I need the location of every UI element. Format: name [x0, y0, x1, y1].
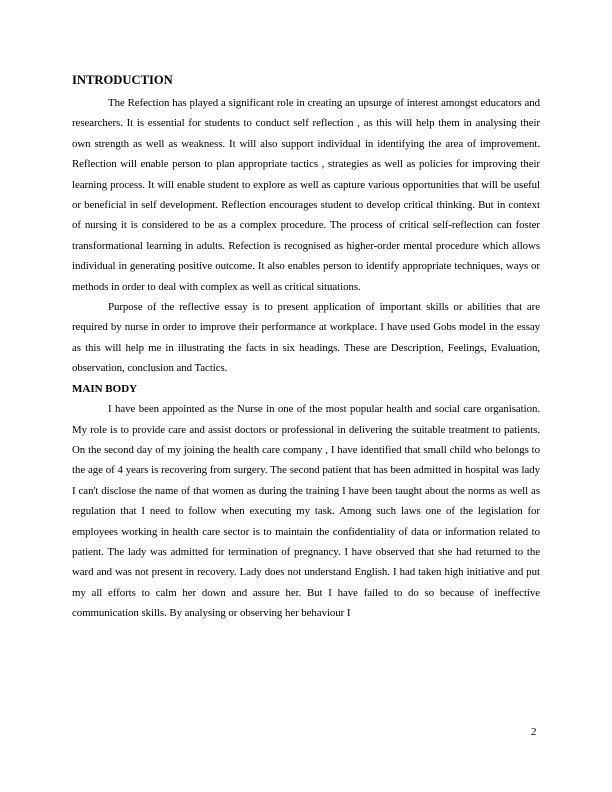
introduction-paragraph-2: Purpose of the reflective essay is to present application of important skills or abilities that are required by nurse in order to improve their performance at workplace. I have used Gobs model in the essay as this will help me in illustrating the facts in six headings. These are Description, Feelings, Evaluation, observation, conclusion and Tactics. — [72, 301, 540, 375]
page-number: 2 — [531, 726, 537, 738]
main-body-paragraph-1: I have been appointed as the Nurse in one of the most popular health and social care organisation. My role is to provide care and assist doctors or professional in delivering the suitable treatment to patients. On the second day of my joining the health care company , I have identified that small child who belongs to the age of 4 years is recovering from surgery. The second patient that has been admitted in hospital was lady I can't disclose the name of that women as during the training I have been taught about the norms as well as regulation that I need to follow when executing my task. Among such laws one of the legislation for employees working in health care sector is to maintain the confidentiality of data or information related to patient. The lady was admitted for termination of pregnancy. I have observed that she had returned to the ward and was not present in recovery. Lady does not understand English. I had taken high initiative and put my all efforts to calm her down and assure her. But I have failed to do so because of ineffective communication skills. By analysing or observing her behaviour I — [72, 403, 540, 620]
introduction-paragraph-1: The Refection has played a significant role in creating an upsurge of interest amongst educators and researchers. It is essential for students to conduct self reflection , as this will help them in analysing their own strength as well as weakness. It will also support individual in identifying the area of improvement. Reflection will enable person to plan appropriate tactics , strategies as well as policies for improving their learning process. It will enable student to explore as well as capture various opportunities that will be useful or beneficial in self development. Reflection encourages student to develop critical thinking. But in context of nursing it is considered to be as a complex procedure. The process of critical self-reflection can foster transformational learning in adults. Refection is recognised as higher-order mental procedure which allows individual in generating positive outcome. It also enables person to identify appropriate techniques, ways or methods in order to deal with complex as well as critical situations. — [72, 97, 540, 293]
document-page — [72, 72, 540, 624]
main-body-heading: MAIN BODY — [72, 382, 138, 395]
introduction-heading: INTRODUCTION — [72, 73, 173, 87]
